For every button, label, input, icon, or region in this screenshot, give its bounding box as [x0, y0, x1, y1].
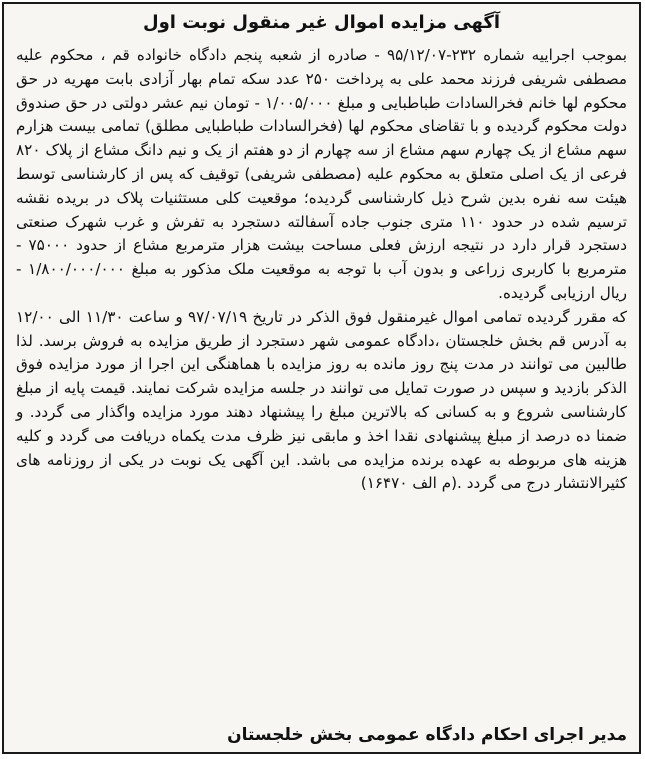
notice-body [16, 44, 627, 496]
notice-frame [2, 2, 641, 754]
notice-title: آگهی مزایده اموال غیر منقول نوبت اول [142, 12, 501, 33]
notice-signature: مدیر اجرای احکام دادگاه عمومی بخش خلجستان [227, 725, 627, 745]
notice-paragraph-1: بموجب اجراییه شماره ۲۳۲-۹۵/۱۲/۰۷ - صادره از شعبه پنجم دادگاه خانواده قم ، محکوم علیه مصطفی شریفی فرزند محمد علی به پرداخت ۲۵۰ عدد سکه تمام بهار آزادی بابت مهریه در حق محکوم لها خانم فخرالسادات طباطبایی و مبلغ ۱/۰۰۵/۰۰۰ - تومان نیم عشر دولتی در حق صندوق دولت محکوم گردیده و با تقاضای محکوم لها (فخرالسادات طباطبایی مطلق) تمامی بیست هزارم سهم مشاع از یک چهارم سهم مشاع از سه چهارم از دو هفتم از یک و نیم دانگ مشاع از پلاک ۸۲۰ فرعی از یک اصلی متعلق به محکوم علیه (مصطفی شریفی) توقیف که پس از کارشناسی توسط هیئت سه نفره بدین شرح ذیل کارشناسی گردیده؛ موقعیت کلی مستثنیات پلاک در بریده نقشه ترسیم شده در حدود ۱۱۰ متری جنوب جاده آسفالته دستجرد به تفرش و غرب شهرک صنعتی دستجرد قرار دارد در نتیجه ارزش فعلی مساحت بیشت هزار مترمربع مشاع از حدود ۷۵۰۰۰ - مترمربع با کاربری زراعی و بدون آب با توجه به موقعیت ملک مذکور به مبلغ ۱/۸۰۰/۰۰۰/۰۰۰ - ریال ارزیابی گردیده. [16, 46, 628, 302]
notice-paragraph-2: که مقرر گردیده تمامی اموال غیرمنقول فوق الذکر در تاریخ ۹۷/۰۷/۱۹ و ساعت ۱۱/۳۰ الی ۱۲/۰۰ به آدرس قم بخش خلجستان ،دادگاه عمومی شهر دستجرد از طریق مزایده به فروش برسد. لذا طالبین می توانند در مدت پنج روز مانده به روز مزایده با هماهنگی این اجرا از مورد مزایده فوق الذکر بازدید و سپس در صورت تمایل می توانند در جلسه مزایده شرکت نمایند. قیمت پایه از مبلغ کارشناسی شروع و به کسانی که بالاترین مبلغ را پیشنهاد دهند مورد مزایده واگذار می گردد. و ضمنا ده درصد از مبلغ پیشنهادی نقدا اخذ و مابقی نیز ظرف مدت یکماه دریافت می گردد و کلیه هزینه های مربوطه به عهده برنده مزایده می باشد. این آگهی یک نوبت در یکی از روزنامه های کثیرالانتشار درج می گردد .(م الف ۱۶۴۷۰) [16, 307, 627, 493]
